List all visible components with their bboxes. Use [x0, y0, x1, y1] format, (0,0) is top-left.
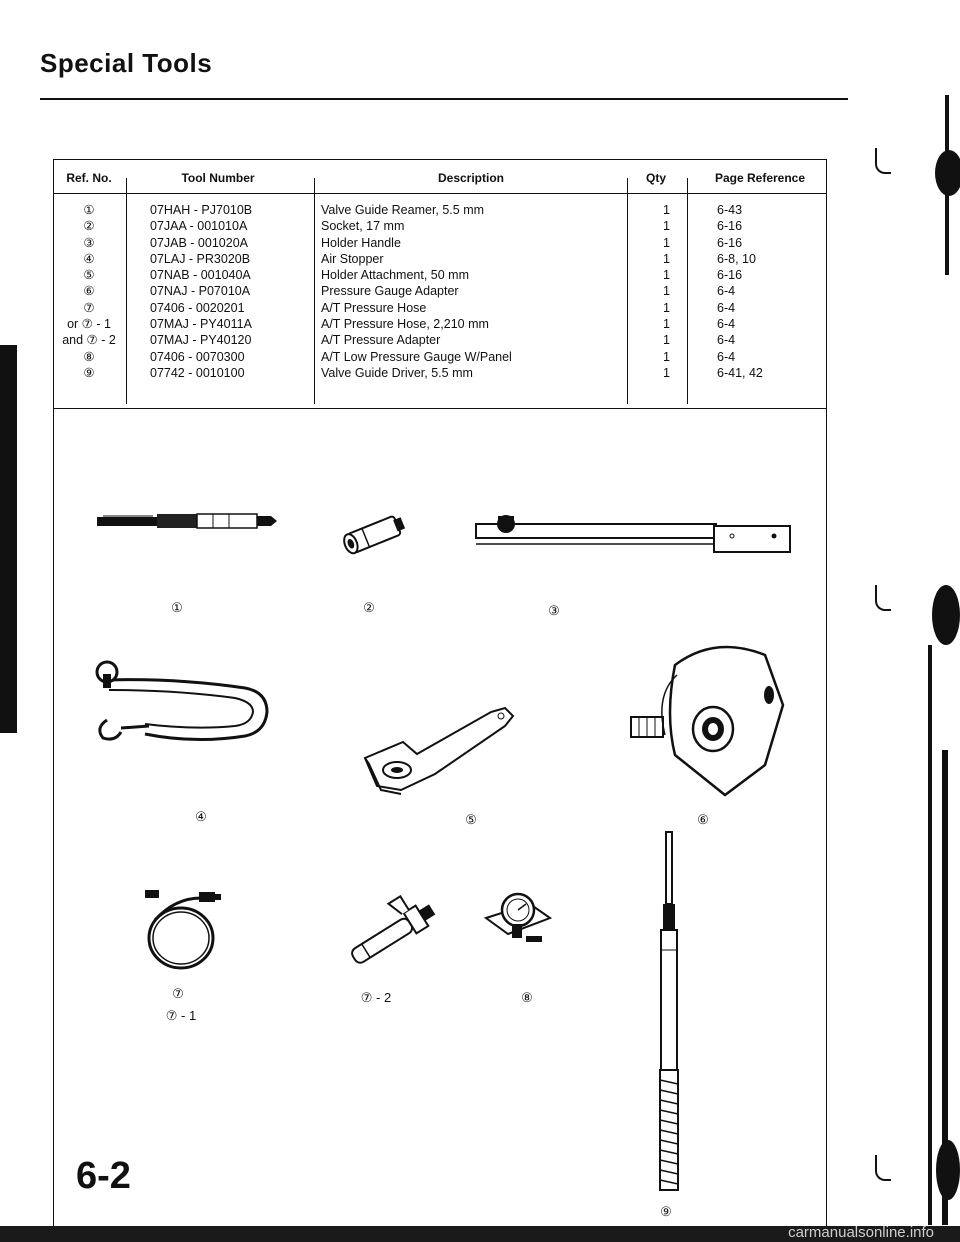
low-pressure-gauge-illustration — [478, 880, 558, 950]
table-cell-tool: 07NAB - 001040A — [150, 268, 251, 283]
table-cell-tool: 07JAB - 001020A — [150, 235, 248, 250]
table-cell-tool: 07742 - 0010100 — [150, 365, 245, 380]
table-bottom-rule — [53, 408, 827, 409]
table-cell-description: A/T Pressure Adapter — [321, 333, 441, 348]
figure-label-4: ④ — [195, 809, 207, 824]
tool-number-column — [150, 202, 310, 381]
table-cell-qty: 1 — [663, 300, 670, 315]
description-column — [321, 202, 621, 381]
header-page-reference: Page Reference — [714, 171, 806, 185]
figure-label-7-2: ⑦ - 2 — [360, 990, 392, 1005]
table-cell-qty: 1 — [663, 251, 670, 266]
table-cell-page: 6-43 — [717, 203, 743, 217]
figure-label-7-1: ⑦ - 1 — [165, 1008, 197, 1023]
table-cell-qty: 1 — [663, 349, 670, 364]
air-stopper-illustration — [85, 650, 285, 760]
figure-label-9: ⑨ — [660, 1204, 672, 1219]
table-cell-ref: ⑨ — [83, 365, 95, 380]
qty-column — [663, 202, 673, 381]
table-cell-page: 6-16 — [717, 268, 743, 283]
figure-label-2: ② — [363, 600, 375, 615]
holder-attachment-illustration — [355, 690, 525, 800]
table-cell-page: 6-4 — [717, 284, 736, 299]
table-cell-qty: 1 — [663, 317, 670, 332]
table-cell-tool: 07MAJ - PY40120 — [150, 333, 252, 348]
valve-guide-reamer-illustration — [95, 505, 280, 537]
pressure-hose-illustration — [135, 880, 235, 975]
header-description: Description — [437, 171, 504, 185]
table-cell-page: 6-16 — [717, 219, 743, 234]
pressure-gauge-adapter-illustration — [615, 635, 795, 810]
table-cell-tool: 07LAJ - PR3020B — [150, 251, 251, 266]
table-cell-page: 6-41, 42 — [717, 365, 763, 380]
page-reference-column — [717, 202, 817, 381]
table-cell-qty: 1 — [663, 365, 670, 380]
table-cell-description: Holder Handle — [321, 235, 401, 250]
table-cell-page: 6-4 — [717, 317, 736, 332]
table-cell-ref: ⑦ — [83, 300, 95, 315]
column-separator — [314, 178, 315, 404]
valve-guide-driver-illustration — [650, 830, 690, 1198]
table-cell-tool: 07NAJ - P07010A — [150, 284, 251, 299]
table-cell-ref: or ⑦ - 1 — [67, 317, 111, 332]
header-rule — [53, 193, 827, 194]
table-cell-tool: 07HAH - PJ7010B — [150, 203, 253, 217]
table-cell-description: Pressure Gauge Adapter — [321, 284, 459, 299]
table-cell-qty: 1 — [663, 219, 670, 234]
table-cell-description: A/T Low Pressure Gauge W/Panel — [321, 349, 512, 364]
socket-illustration — [335, 508, 415, 560]
column-separator — [126, 178, 127, 404]
table-cell-ref: ③ — [83, 235, 95, 250]
table-cell-qty: 1 — [663, 268, 670, 283]
table-cell-tool: 07406 - 0020201 — [150, 300, 245, 315]
table-cell-description: A/T Pressure Hose — [321, 300, 427, 315]
figure-label-3: ③ — [548, 603, 560, 618]
table-cell-ref: ⑤ — [83, 268, 95, 283]
figure-label-8: ⑧ — [521, 990, 533, 1005]
watermark: carmanualsonline.info — [788, 1224, 934, 1241]
column-separator — [627, 178, 628, 404]
table-cell-ref: ⑥ — [83, 284, 95, 299]
table-cell-qty: 1 — [663, 333, 670, 348]
table-cell-qty: 1 — [663, 284, 670, 299]
header-qty: Qty — [645, 171, 666, 185]
column-separator — [687, 178, 688, 404]
table-cell-description: A/T Pressure Hose, 2,210 mm — [321, 317, 489, 332]
frame-top-rule — [53, 159, 827, 160]
table-cell-page: 6-4 — [717, 300, 736, 315]
figure-label-7: ⑦ — [172, 986, 184, 1001]
pressure-adapter-illustration — [340, 895, 450, 975]
table-cell-description: Valve Guide Reamer, 5.5 mm — [321, 203, 485, 217]
title-rule — [40, 98, 848, 100]
table-cell-page: 6-16 — [717, 235, 743, 250]
figure-label-1: ① — [171, 600, 183, 615]
table-cell-ref: ④ — [83, 251, 95, 266]
table-cell-qty: 1 — [663, 203, 670, 217]
table-cell-ref: and ⑦ - 2 — [62, 333, 116, 348]
ref-column — [56, 202, 122, 381]
page-title: Special Tools — [40, 48, 213, 78]
table-cell-page: 6-4 — [717, 349, 736, 364]
table-cell-description: Socket, 17 mm — [321, 219, 405, 234]
table-cell-description: Holder Attachment, 50 mm — [321, 268, 469, 283]
table-cell-ref: ② — [83, 219, 95, 234]
table-cell-tool: 07MAJ - PY4011A — [150, 317, 252, 332]
table-cell-ref: ⑧ — [83, 349, 95, 364]
table-cell-description: Valve Guide Driver, 5.5 mm — [321, 365, 473, 380]
figure-label-5: ⑤ — [465, 812, 477, 827]
table-cell-tool: 07JAA - 001010A — [150, 219, 248, 234]
figure-label-6: ⑥ — [697, 812, 709, 827]
holder-handle-illustration — [470, 512, 800, 558]
table-cell-description: Air Stopper — [321, 251, 384, 266]
page-number: 6-2 — [76, 1155, 131, 1197]
header-tool-number: Tool Number — [181, 171, 255, 185]
table-cell-tool: 07406 - 0070300 — [150, 349, 245, 364]
section-tab-bar — [0, 345, 17, 733]
table-cell-page: 6-8, 10 — [717, 251, 756, 266]
header-ref-no: Ref. No. — [66, 171, 112, 185]
table-cell-ref: ① — [83, 203, 95, 217]
table-cell-qty: 1 — [663, 235, 670, 250]
table-cell-page: 6-4 — [717, 333, 736, 348]
